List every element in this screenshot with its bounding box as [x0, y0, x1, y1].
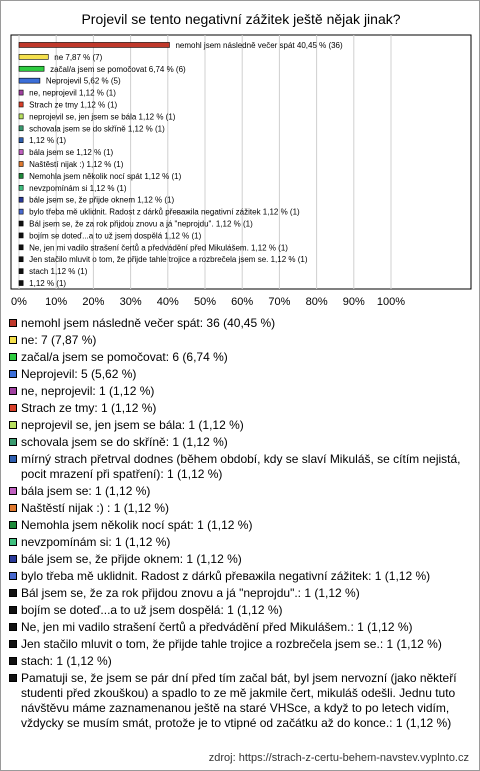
bar-label: Ne, jen mi vadilo strašení čertů a předvádění před Mikulášem. 1,12 % (1): [29, 243, 288, 253]
legend-text: ne, neprojevil: 1 (1,12 %): [21, 384, 155, 398]
legend-text: ne: 7 (7,87 %): [21, 333, 97, 347]
legend-item: [9, 367, 475, 382]
legend-swatch: [9, 387, 17, 395]
x-tick-label: 0%: [11, 296, 27, 308]
bar-label: začal/a jsem se pomočovat 6,74 % (6): [50, 64, 186, 74]
legend-item: [9, 620, 475, 635]
legend-swatch: [9, 538, 17, 546]
legend-swatch: [9, 353, 17, 361]
bar-label: schovala jsem se do skříně 1,12 % (1): [29, 124, 165, 134]
legend-item: [9, 418, 475, 433]
legend-item: [9, 316, 475, 331]
chart-title: Projevil se tento negativní zážitek ještě nějak jinak?: [81, 11, 401, 27]
legend-item: [9, 350, 475, 365]
bar: [19, 66, 44, 71]
legend-item: [9, 452, 475, 482]
legend-text: Pamatuji se, že jsem se pár dní před tím začal bát, byl jsem nervozní (jako někteří studenti před zkouškou) a spadlo to ze mě jakmile čert, mikuláš odešli. Jednu tuto návštěvu máme zaznamenanou ještě na staré VHSce, a když to po letech vidím, vždycky se musím smát, protože je to vtipné od začátku až do konce.: 1 (1,12 %): [21, 671, 457, 730]
legend-swatch: [9, 487, 17, 495]
legend-swatch: [9, 589, 17, 597]
legend-swatch: [9, 438, 17, 446]
bar-label: bylo třeba mě uklidnit. Radost z dárků přeважila negativní zážitek 1,12 % (1): [29, 207, 300, 217]
legend-text: Strach ze tmy: 1 (1,12 %): [21, 401, 157, 415]
bar: [19, 233, 23, 238]
bar: [19, 269, 23, 274]
bar: [19, 54, 48, 59]
legend-swatch: [9, 657, 17, 665]
bar: [19, 150, 23, 155]
bar-label: 1,12 % (1): [29, 279, 67, 289]
bar-label: nemohl jsem následně večer spát 40,45 % (36): [175, 40, 343, 50]
bar-label: stach 1,12 % (1): [29, 267, 88, 277]
x-tick-label: 40%: [156, 296, 179, 308]
bar-label: ne, neprojevil 1,12 % (1): [29, 88, 116, 98]
bar: [19, 281, 23, 286]
legend-text: Nemohla jsem několik nocí spát: 1 (1,12 %): [21, 518, 253, 532]
bar: [19, 126, 23, 131]
bar: [19, 173, 23, 178]
legend-swatch: [9, 674, 17, 682]
legend-item: [9, 501, 475, 516]
bar-label: Neprojevil 5,62 % (5): [45, 76, 121, 86]
legend-text: bojím se doteď...a to už jsem dospělá: 1 (1,12 %): [21, 603, 283, 617]
legend-swatch: [9, 421, 17, 429]
chart-legend: [9, 316, 475, 733]
bar-label: Bál jsem se, že za rok přijdou znovu a já "neprojdu". 1,12 % (1): [29, 219, 253, 229]
x-tick-label: 100%: [376, 296, 406, 308]
legend-item: [9, 435, 475, 450]
source-note: zdroj: https://strach-z-certu-behem-navstev.vyplnto.cz: [208, 752, 469, 764]
legend-swatch: [9, 640, 17, 648]
bar: [19, 90, 23, 95]
bar-label: 1,12 % (1): [29, 136, 67, 146]
bar: [19, 221, 23, 226]
bar: [19, 245, 23, 250]
bar-label: bále jsem se, že přijde oknem 1,12 % (1): [29, 195, 175, 205]
legend-text: bále jsem se, že přijde oknem: 1 (1,12 %): [21, 552, 242, 566]
legend-swatch: [9, 319, 17, 327]
bar-label: Naštěstí nijak :) 1,12 % (1): [29, 160, 124, 169]
bar: [19, 42, 169, 47]
bar: [19, 102, 23, 107]
legend-swatch: [9, 572, 17, 580]
legend-swatch: [9, 555, 17, 563]
legend-item: [9, 637, 475, 652]
legend-text: Ne, jen mi vadilo strašení čertů a předvádění před Mikulášem.: 1 (1,12 %): [21, 620, 413, 634]
bar-label: ne 7,87 % (7): [54, 52, 103, 62]
legend-item: [9, 384, 475, 399]
legend-text: začal/a jsem se pomočovat: 6 (6,74 %): [21, 350, 228, 364]
legend-item: [9, 654, 475, 669]
legend-item: [9, 552, 475, 567]
legend-text: nemohl jsem následně večer spát: 36 (40,45 %): [21, 316, 276, 330]
legend-swatch: [9, 455, 17, 463]
x-tick-label: 30%: [119, 296, 142, 308]
legend-item: [9, 603, 475, 618]
legend-item: [9, 401, 475, 416]
x-tick-label: 90%: [342, 296, 365, 308]
legend-item: [9, 586, 475, 601]
legend-swatch: [9, 404, 17, 412]
bar: [19, 197, 23, 202]
legend-text: Jen stačilo mluvit o tom, že přijde tahle trojice a rozbrečela jsem se.: 1 (1,12 %): [21, 637, 442, 651]
legend-text: schovala jsem se do skříně: 1 (1,12 %): [21, 435, 228, 449]
legend-item: [9, 518, 475, 533]
bar-label: Strach ze tmy 1,12 % (1): [29, 100, 118, 110]
legend-text: Neprojevil: 5 (5,62 %): [21, 367, 137, 381]
legend-swatch: [9, 606, 17, 614]
legend-swatch: [9, 336, 17, 344]
legend-text: bylo třeba mě uklidnit. Radost z dárků přeважila negativní zážitek: 1 (1,12 %): [21, 569, 431, 583]
bar-label: bála jsem se 1,12 % (1): [29, 148, 114, 158]
bar-chart: [1, 31, 480, 311]
legend-swatch: [9, 623, 17, 631]
legend-swatch: [9, 521, 17, 529]
legend-text: bála jsem se: 1 (1,12 %): [21, 484, 151, 498]
legend-item: [9, 569, 475, 584]
legend-text: mírný strach přetrval dodnes (během období, kdy se slaví Mikuláš, se cítím nejistá, pocit mrazení při spatření): 1 (1,12 %): [21, 452, 461, 481]
x-tick-label: 60%: [231, 296, 254, 308]
bar: [19, 138, 23, 143]
legend-item: [9, 333, 475, 348]
bar: [19, 162, 23, 167]
x-tick-label: 50%: [193, 296, 217, 308]
x-tick-label: 10%: [45, 296, 68, 308]
x-tick-label: 20%: [82, 296, 105, 308]
legend-swatch: [9, 370, 17, 378]
bar: [19, 209, 23, 214]
bar: [19, 78, 40, 83]
bar: [19, 114, 23, 119]
legend-text: Naštěstí nijak :) : 1 (1,12 %): [21, 501, 170, 515]
bar: [19, 185, 23, 190]
bar: [19, 257, 23, 262]
x-tick-label: 70%: [268, 296, 291, 308]
legend-text: stach: 1 (1,12 %): [21, 654, 112, 668]
bar-label: nevzpomínám si 1,12 % (1): [29, 183, 127, 193]
legend-swatch: [9, 504, 17, 512]
legend-text: Bál jsem se, že za rok přijdou znovu a já "neprojdu".: 1 (1,12 %): [21, 586, 360, 600]
legend-text: nevzpomínám si: 1 (1,12 %): [21, 535, 171, 549]
bar-label: Nemohla jsem několik nocí spát 1,12 % (1): [29, 171, 182, 181]
bar-label: bojím se doteď...a to už jsem dospělá 1,12 % (1): [29, 231, 202, 241]
legend-item: [9, 535, 475, 550]
bar-label: Jen stačilo mluvit o tom, že přijde tahle trojice a rozbrečela jsem se. 1,12 % (1): [29, 255, 308, 265]
bar-label: neprojevil se, jen jsem se bála 1,12 % (1): [29, 112, 176, 122]
legend-text: neprojevil se, jen jsem se bála: 1 (1,12 %): [21, 418, 244, 432]
legend-item: [9, 484, 475, 499]
x-tick-label: 80%: [305, 296, 328, 308]
legend-item: [9, 671, 475, 731]
